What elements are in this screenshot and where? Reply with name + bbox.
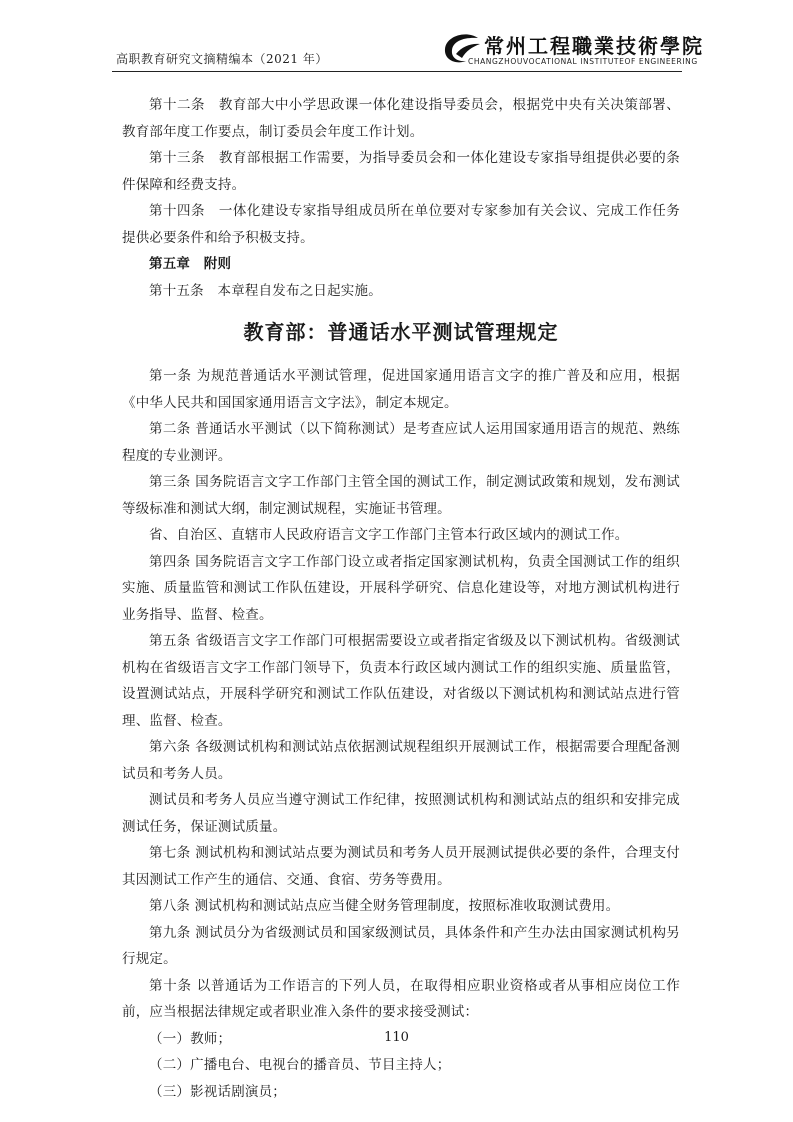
article-title: 教育部：普通话水平测试管理规定: [243, 320, 559, 344]
page-content: [122, 92, 680, 1105]
paragraph: 第十五条 本章程自发布之日起实施。: [149, 282, 382, 299]
running-header-text: 高职教育研究文摘精编本（2021 年）: [116, 52, 328, 66]
list-item: （一）教师；: [149, 1030, 232, 1047]
chapter-heading: 第五章 附则: [149, 256, 232, 272]
paragraph: 第四条 国务院语言文字工作部门设立或者指定国家测试机构，负责全国测试工作的组织实施、质量监管和测试工作队伍建设，开展科学研究、信息化建设等，对地方测试机构进行业务指导、监督、检查。: [122, 553, 680, 623]
paragraph: 第十四条 一体化建设专家指导组成员所在单位要对专家参加有关会议、完成工作任务提供必要条件和给予积极支持。: [122, 203, 680, 246]
paragraph: 第七条 测试机构和测试站点要为测试员和考务人员开展测试提供必要的条件，合理支付其因测试工作产生的通信、交通、食宿、劳务等费用。: [122, 845, 680, 888]
institution-logo: [442, 28, 704, 70]
paragraph: 第十三条 教育部根据工作需要，为指导委员会和一体化建设专家指导组提供必要的条件保障和经费支持。: [122, 150, 680, 193]
paragraph: 测试员和考务人员应当遵守测试工作纪律，按照测试机构和测试站点的组织和安排完成测试任务，保证测试质量。: [122, 792, 680, 835]
list-item: （三）影视话剧演员；: [149, 1083, 286, 1100]
logo-english-name: CHANGZHOUVOCATIONAL INSTITUTEOF ENGINEERING: [468, 57, 698, 66]
logo-chinese-name: 常州工程職業技術學院: [484, 34, 704, 58]
paragraph: 省、自治区、直辖市人民政府语言文字工作部门主管本行政区域内的测试工作。: [149, 527, 629, 543]
paragraph: 第二条 普通话水平测试（以下简称测试）是考查应试人运用国家通用语言的规范、熟练程度的专业测评。: [122, 421, 680, 464]
page-header: [112, 28, 704, 72]
page-number: 110: [384, 1030, 409, 1045]
paragraph: 第十二条 教育部大中小学思政课一体化建设指导委员会，根据党中央有关决策部署、教育部年度工作要点，制订委员会年度工作计划。: [122, 97, 680, 140]
paragraph: 第一条 为规范普通话水平测试管理，促进国家通用语言文字的推广普及和应用，根据《中华人民共和国国家通用语言文字法》，制定本规定。: [122, 368, 680, 411]
paragraph: 第八条 测试机构和测试站点应当健全财务管理制度，按照标准收取测试费用。: [149, 898, 620, 914]
paragraph: 第九条 测试员分为省级测试员和国家级测试员，具体条件和产生办法由国家测试机构另行规定。: [122, 924, 680, 967]
paragraph: 第五条 省级语言文字工作部门可根据需要设立或者指定省级及以下测试机构。省级测试机构在省级语言文字工作部门领导下，负责本行政区域内测试工作的组织实施、质量监管，设置测试站点，开展科学研究和测试工作队伍建设，对省级以下测试机构和测试站点进行管理、监督、检查。: [122, 633, 680, 729]
paragraph: 第三条 国务院语言文字工作部门主管全国的测试工作，制定测试政策和规划，发布测试等级标准和测试大纲，制定测试规程，实施证书管理。: [122, 474, 680, 517]
paragraph: 第六条 各级测试机构和测试站点依据测试规程组织开展测试工作，根据需要合理配备测试员和考务人员。: [122, 739, 680, 782]
paragraph: 第十条 以普通话为工作语言的下列人员，在取得相应职业资格或者从事相应岗位工作前，应当根据法律规定或者职业准入条件的要求接受测试：: [122, 977, 680, 1020]
list-item: （二）广播电台、电视台的播音员、节目主持人；: [149, 1057, 451, 1073]
